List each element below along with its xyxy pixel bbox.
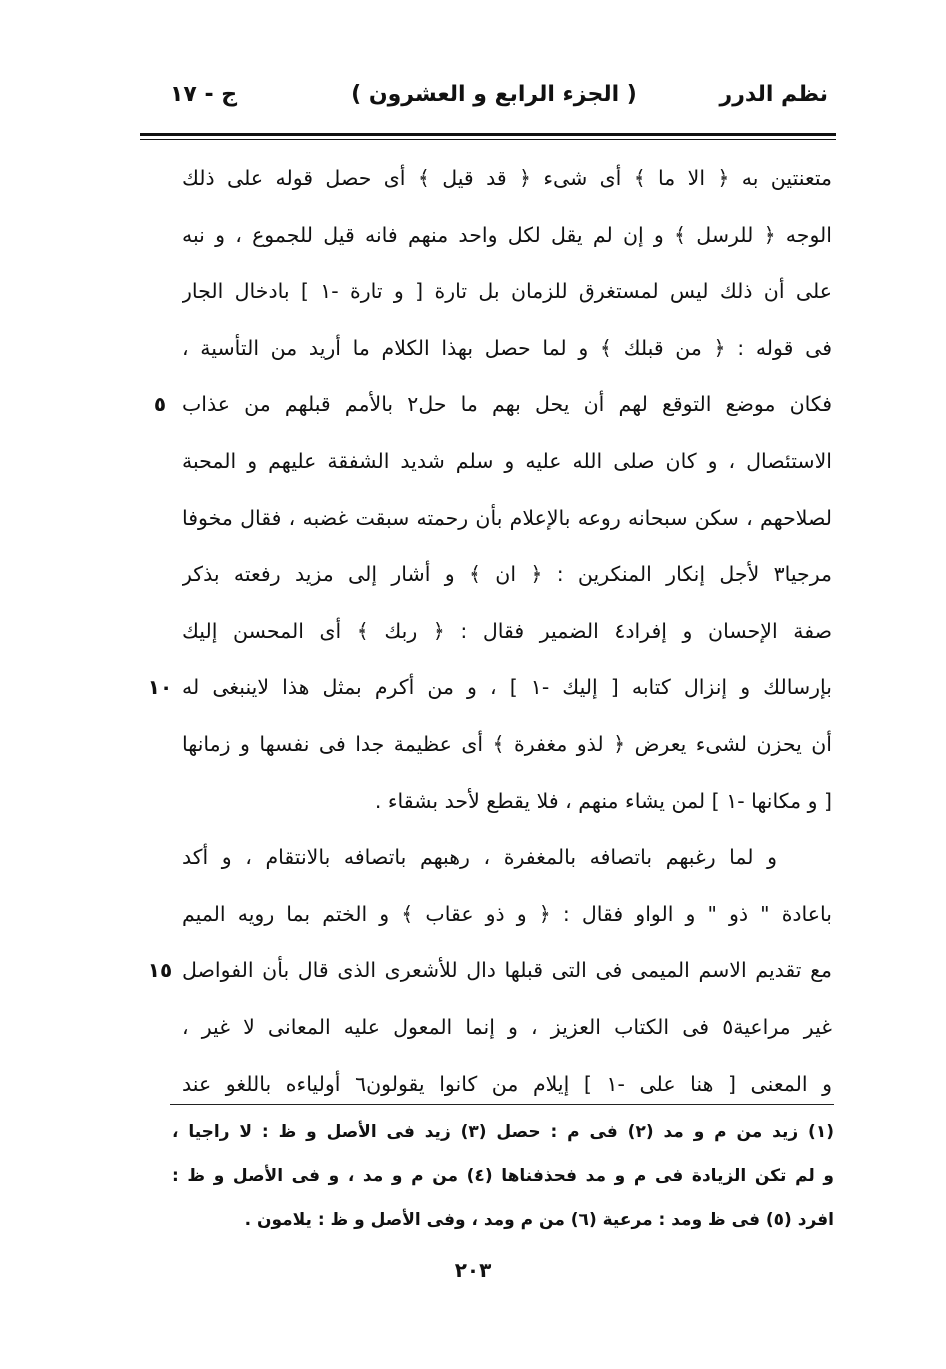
text-line: أن يحزن لشىء يعرض ﴿ لذو مغفرة ﴾ أى عظيمة جدا فى نفسها و زمانها xyxy=(182,731,832,756)
part-title: ( الجزء الرابع و العشرون ) xyxy=(351,82,637,107)
page-number: ٢٠٣ xyxy=(454,1258,492,1282)
text-line: صفة الإحسان و إفراد٤ الضمير فقال : ﴿ ربك ﴾ أى المحسن إليك xyxy=(182,618,832,643)
text-line: لصلاحهم ، سكن سبحانه روعه بالإعلام بأن رحمته سبقت غضبه ، فقال مخوفا xyxy=(182,505,832,530)
text-line: و لما رغبهم باتصافه بالمغفرة ، رهبهم باتصافه بالانتقام ، و أكد xyxy=(182,845,777,870)
line-number: ١٥ xyxy=(147,958,173,982)
footnote-line: (١) زيد من م و مد (٢) فى م : حصل (٣) زيد فى الأصل و ظ : لا راجيا ، xyxy=(172,1122,834,1142)
text-line: الاستئصال ، و كان صلى الله عليه و سلم شديد الشفقة عليهم و المحبة xyxy=(182,448,832,473)
header-rule-thick xyxy=(140,133,836,136)
text-line: فى قوله : ﴿ من قبلك ﴾ و لما حصل بهذا الكلام ما أريد من التأسية ، xyxy=(182,335,832,360)
line-number: ٥ xyxy=(153,392,167,416)
main-text xyxy=(182,150,832,1112)
header-rule-thin xyxy=(140,139,836,140)
text-line: الوجه ﴿ للرسل ﴾ و إن لم يقل لكل واحد منهم فانه قيل للجموع ، و نبه xyxy=(182,222,832,247)
footnotes xyxy=(172,1110,834,1242)
text-line: و المعنى [ هنا على -١ ] إيلام من كانوا يقولون٦ أولياءه باللغو عند xyxy=(182,1071,832,1096)
text-line: غير مراعية٥ فى الكتاب العزيز ، و إنما المعول عليه المعانى لا غير ، xyxy=(182,1014,832,1039)
text-line: باعادة " ذو " و الواو فقال : ﴿ و ذو عقاب ﴾ و الختم بما رويه الميم xyxy=(182,901,832,926)
footnote-line: افرد (٥) فى ظ ومد : مرعية (٦) من م ومد ، وفى الأصل و ظ : يلامون . xyxy=(244,1210,834,1230)
footnote-rule xyxy=(170,1104,834,1105)
text-line: متعنتين به ﴿ الا ما ﴾ أى شىء ﴿ قد قيل ﴾ أى حصل قوله على ذلك xyxy=(182,166,832,190)
running-header xyxy=(160,82,828,122)
text-line: فكان موضع التوقع لهم أن يحل بهم ما حل٢ بالأمم قبلهم من عذاب xyxy=(182,392,832,417)
text-line: [ و مكانها -١ ] لمن يشاء منهم ، فلا يقطع لأحد بشقاء . xyxy=(374,788,832,813)
text-line: مرجيا٣ لأجل إنكار المنكرين : ﴿ ان ﴾ و أشار إلى مزيد رفعته بذكر xyxy=(182,562,832,587)
text-line: على أن ذلك ليس لمستغرق للزمان بل تارة [ و تارة -١ ] بادخال الجار xyxy=(182,279,832,304)
text-line: مع تقديم الاسم الميمى فى التى قبلها دال للأشعرى الذى قال بأن الفواصل xyxy=(182,958,832,983)
footnote-line: و لم تكن الزيادة فى م و مد فحذفناها (٤) من م و مد ، و فى الأصل و ظ : xyxy=(172,1166,834,1186)
book-title: نظم الدرر xyxy=(719,82,828,107)
line-number: ١٠ xyxy=(147,675,173,699)
text-line: بإرسالك و إنزال كتابه [ إليك -١ ] ، و من أكرم بمثل هذا لاينبغى له xyxy=(182,675,832,700)
volume-number: ج - ١٧ xyxy=(170,82,238,107)
